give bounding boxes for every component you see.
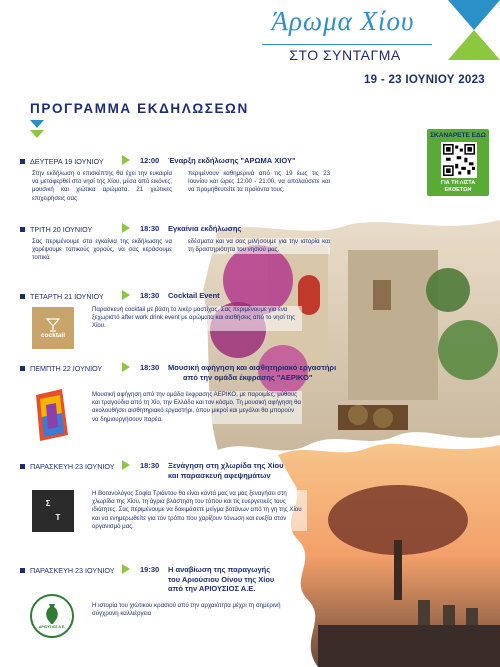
- event-2-day-label: ΤΡΙΤΗ 20 ΙΟΥΝΙΟΥ: [30, 225, 93, 234]
- event-4-title: [168, 363, 378, 382]
- qr-code-panel[interactable]: [427, 129, 489, 196]
- event-5-title-line-2: και παρασκευή αφεψημάτων: [168, 470, 271, 480]
- qr-scan-label: ΣΚΑΝΑΡΕΤΕ ΕΔΩ: [430, 132, 486, 139]
- event-4-text: Μουσική αφήγηση από την ομάδα έκφρασης ΑΕΡΙΚΟ, με παροιμίες, μύθους και τραγούδια από τη Χίο, την Ελλάδα και τον κόσμο. Τη μουσική αφήγηση θα ακολουθήσει αισθητηριακό εργαστήρι, όπου μικροί και μεγάλοι θα μπορούν να δημιουργήσουν παρέα.: [92, 391, 302, 423]
- event-6-day: [20, 566, 115, 575]
- event-1-text-right: περιμένουν καθημερινά από τις 19 έως τις 23 Ιουνίου και ώρες 12:00 - 21:00, να απολαύσετε και να προμηθευτείτε τα προϊόντα τους.: [188, 170, 330, 194]
- event-5-time: 18:30: [140, 461, 160, 470]
- arrow-right-icon: [122, 155, 130, 165]
- program-title: ΠΡΟΓΡΑΜΜΑ ΕΚΔΗΛΩΣΕΩΝ: [30, 101, 249, 116]
- qr-caption-line-2: ΕΚΘΕΤΩΝ: [444, 187, 472, 193]
- chios-photo-collage: [198, 220, 500, 667]
- event-5-title-line-1: Ξενάγηση στη χλωρίδα της Χίου: [168, 461, 284, 470]
- event-logo-title: Άρωμα Χίου: [271, 6, 415, 36]
- event-2-day: [20, 225, 92, 234]
- arrow-right-icon: [122, 460, 130, 470]
- header-divider: [262, 44, 432, 45]
- arrow-right-icon: [122, 290, 130, 300]
- double-chevron-down-icon: [30, 120, 44, 140]
- amphora-icon: [43, 603, 61, 625]
- event-6-title-line-1: Η αναβίωση της παραγωγής: [168, 565, 271, 574]
- event-5-day: [20, 462, 115, 471]
- event-4-day-label: ΠΕΜΠΤΗ 22 ΙΟΥΝΙΟΥ: [30, 364, 103, 373]
- event-5-day-label: ΠΑΡΑΣΚΕΥΗ 23 ΙΟΥΝΙΟΥ: [30, 462, 115, 471]
- event-6-day-label: ΠΑΡΑΣΚΕΥΗ 23 ΙΟΥΝΙΟΥ: [30, 566, 115, 575]
- event-1-title: Έναρξη εκδήλωσης "ΑΡΩΜΑ ΧΙΟΥ": [168, 156, 296, 165]
- event-4-title-line-2: από την ομάδα έκφρασης "ΑΕΡΙΚΟ": [183, 372, 313, 382]
- cocktail-logo-text: cocktail: [40, 331, 66, 339]
- event-3-title: Cocktail Event: [168, 291, 220, 300]
- event-2-time: 18:30: [140, 224, 160, 233]
- event-2-text-left: Σας περιμένουμε στα εγκαίνια της εκδήλωσης να χορέψουμε τοπικούς χορούς, να σας κεράσουμε τοπικά: [32, 238, 172, 262]
- hourglass-logo-icon: [448, 0, 500, 60]
- arrow-right-icon: [122, 362, 130, 372]
- cocktail-logo: [32, 307, 74, 349]
- qr-code-icon[interactable]: [441, 142, 477, 178]
- bullet-icon: [20, 464, 25, 469]
- bullet-icon: [20, 294, 25, 299]
- event-logo-subtitle: ΣΤΟ ΣΥΝΤΑΓΜΑ: [289, 47, 401, 63]
- event-5-title: [168, 461, 338, 480]
- event-6-title-line-2: του Αριούσιου Οίνου της Χίου: [168, 574, 275, 584]
- ariousios-logo-text: ΑΡΙΟΥΣΙΟΣ Α.Ε.: [38, 625, 66, 629]
- qr-caption: [427, 180, 489, 194]
- event-3-day: [20, 292, 104, 301]
- event-2-text-right: εδέσματα και να σας μιλήσουμε για την ιστορία και τη δραστηριότητα του νησιού μας.: [188, 238, 330, 254]
- event-4-day: [20, 364, 102, 373]
- cocktail-glass-icon: [46, 318, 60, 332]
- event-1-day-label: ΔΕΥΤΕΡΑ 19 ΙΟΥΝΙΟΥ: [30, 157, 104, 166]
- event-4-time: 18:30: [140, 363, 160, 372]
- ariousios-logo: [30, 594, 74, 638]
- event-1-text-left: Στην εκδήλωση ο επισκέπτης θα έχει την ευκαιρία να μεταφερθεί στο νησί της Χίου, μέσα από εικόνες, μουσική και χιώτικα αρώματα. 21 χιώτικες επιχειρήσεις σας: [32, 170, 172, 202]
- aeriko-logo: [32, 389, 70, 441]
- st-logo-letter-s: Σ: [45, 499, 51, 508]
- st-logo-letter-t: Τ: [55, 513, 61, 522]
- event-1-day: [20, 157, 104, 166]
- event-3-time: 18:30: [140, 291, 160, 300]
- event-2-title: Εγκαίνια εκδήλωσης: [168, 224, 242, 233]
- event-3-text: Παρασκευή cocktail με βάση το λικέρ μαστίχας. Σας περιμένουμε για ένα ξεχωριστό after work drink event με αρώματα και αισθήσεις από το νησί της Χίου.: [92, 306, 302, 331]
- bullet-icon: [20, 366, 25, 371]
- event-date-range: 19 - 23 ΙΟΥΝΙΟΥ 2023: [363, 74, 485, 86]
- event-6-time: 19:30: [140, 565, 160, 574]
- event-1-time: 12:00: [140, 156, 160, 165]
- event-6-title-line-3: από την ΑΡΙΟΥΣΙΟΣ Α.Ε.: [168, 584, 256, 593]
- event-5-text: Η Βοτανολόγος Σοφία Τριάντου θα είναι κοντά μας να μας ξεναγήσει στη χλωρίδα της Χίου, τη άγρια βλάστηση του τόπου και τις ευεργετικές τους ιδιότητες. Σας περιμένουμε να δοκιμάσετε μείγμα βοτάνων από τη γη της Χίου και να ενημερωθείτε για τον τρόπο που χαρίζουν τόνωση και ευεξία στον οργανισμό μας.: [92, 490, 307, 531]
- event-3-day-label: ΤΕΤΑΡΤΗ 21 ΙΟΥΝΙΟΥ: [30, 292, 104, 301]
- bullet-icon: [20, 159, 25, 164]
- arrow-right-icon: [122, 223, 130, 233]
- st-logo: [32, 490, 74, 532]
- arrow-right-icon: [122, 564, 130, 574]
- event-6-text: Η ιστορία του χιώτικου κρασιού από την αρχαιότητα μέχρι τη σημερινή σύγχρονη καλλιέργεια: [92, 602, 281, 618]
- qr-caption-line-1: ΓΙΑ ΤΗ ΛΙΣΤΑ: [440, 180, 476, 186]
- bullet-icon: [20, 568, 25, 573]
- bullet-icon: [20, 227, 25, 232]
- event-4-title-line-1: Μουσική αφήγηση και αισθητηριακό εργαστήρι: [168, 363, 337, 372]
- event-6-title: [168, 565, 328, 594]
